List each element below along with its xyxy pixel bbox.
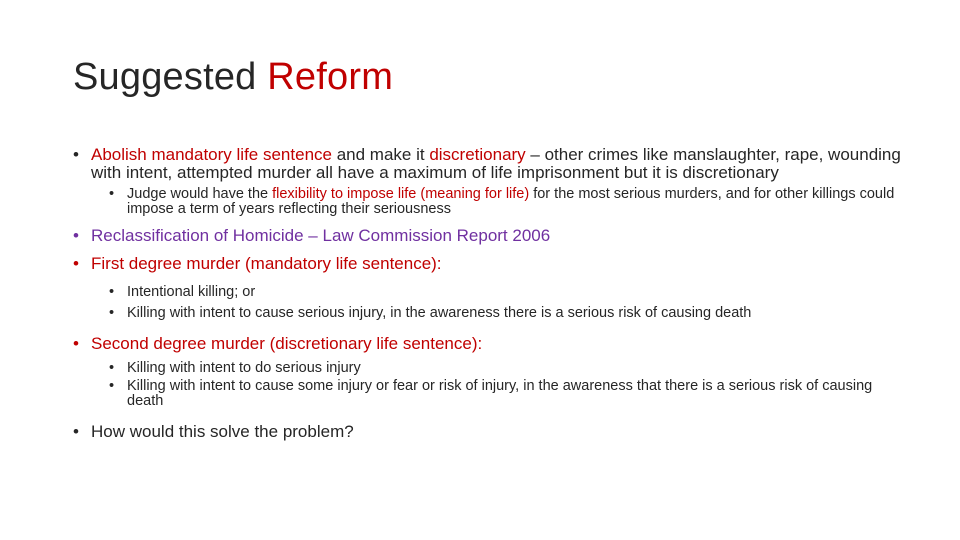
bullet-reclassification	[73, 227, 903, 245]
abolish-rest-text: – other crimes like manslaughter, rape, wounding with intent, attempted murder all have a maximum of life imprisonment but it is discretionary	[91, 145, 901, 182]
bullet-dot: •	[73, 254, 79, 273]
slide-title	[73, 56, 393, 99]
bullet-dot: •	[109, 284, 115, 300]
judge-rest-text: for the most serious murders, and for other killings could impose a term of years reflecting their seriousness	[127, 186, 895, 217]
abolish-red-text: Abolish mandatory life sentence	[91, 145, 332, 164]
bullet-dot: •	[109, 186, 115, 202]
judge-pre-text: Judge would have the	[127, 186, 273, 202]
bullet-dot: •	[73, 226, 79, 245]
slide-body	[73, 146, 903, 441]
serious-injury-text: Killing with intent to do serious injury	[127, 360, 361, 376]
sub-bullet-serious-injury-risk	[73, 306, 903, 321]
sub-bullet-serious-injury	[73, 361, 903, 376]
abolish-red-text-2: discretionary	[429, 145, 526, 164]
some-injury-text: Killing with intent to cause some injury or fear or risk of injury, in the awareness that there is a serious risk of causing death	[127, 378, 873, 409]
bullet-dot: •	[73, 145, 79, 164]
how-solve-text: How would this solve the problem?	[91, 422, 354, 441]
serious-injury-risk-text: Killing with intent to cause serious injury, in the awareness there is a serious risk of causing death	[127, 305, 752, 321]
first-degree-text: First degree murder (mandatory life sentence):	[91, 254, 442, 273]
bullet-first-degree	[73, 255, 903, 273]
bullet-abolish-mandatory	[73, 146, 903, 182]
bullet-dot: •	[109, 305, 115, 321]
sub-bullet-judge-flexibility	[73, 187, 903, 217]
bullet-dot: •	[109, 378, 115, 394]
bullet-dot: •	[73, 422, 79, 441]
intentional-killing-text: Intentional killing; or	[127, 284, 256, 300]
reclassification-text: Reclassification of Homicide – Law Commission Report 2006	[91, 226, 551, 245]
bullet-how-solve	[73, 423, 903, 441]
judge-red-text: flexibility to impose life (meaning for life)	[272, 186, 530, 202]
second-degree-text: Second degree murder (discretionary life sentence):	[91, 334, 483, 353]
bullet-dot: •	[73, 334, 79, 353]
sub-bullet-some-injury	[73, 379, 903, 409]
bullet-second-degree	[73, 335, 903, 353]
bullet-dot: •	[109, 360, 115, 376]
abolish-mid-text: and make it	[331, 145, 430, 164]
title-part-2: Reform	[267, 56, 394, 98]
sub-bullet-intentional-killing	[73, 285, 903, 300]
title-part-1: Suggested	[73, 56, 257, 98]
